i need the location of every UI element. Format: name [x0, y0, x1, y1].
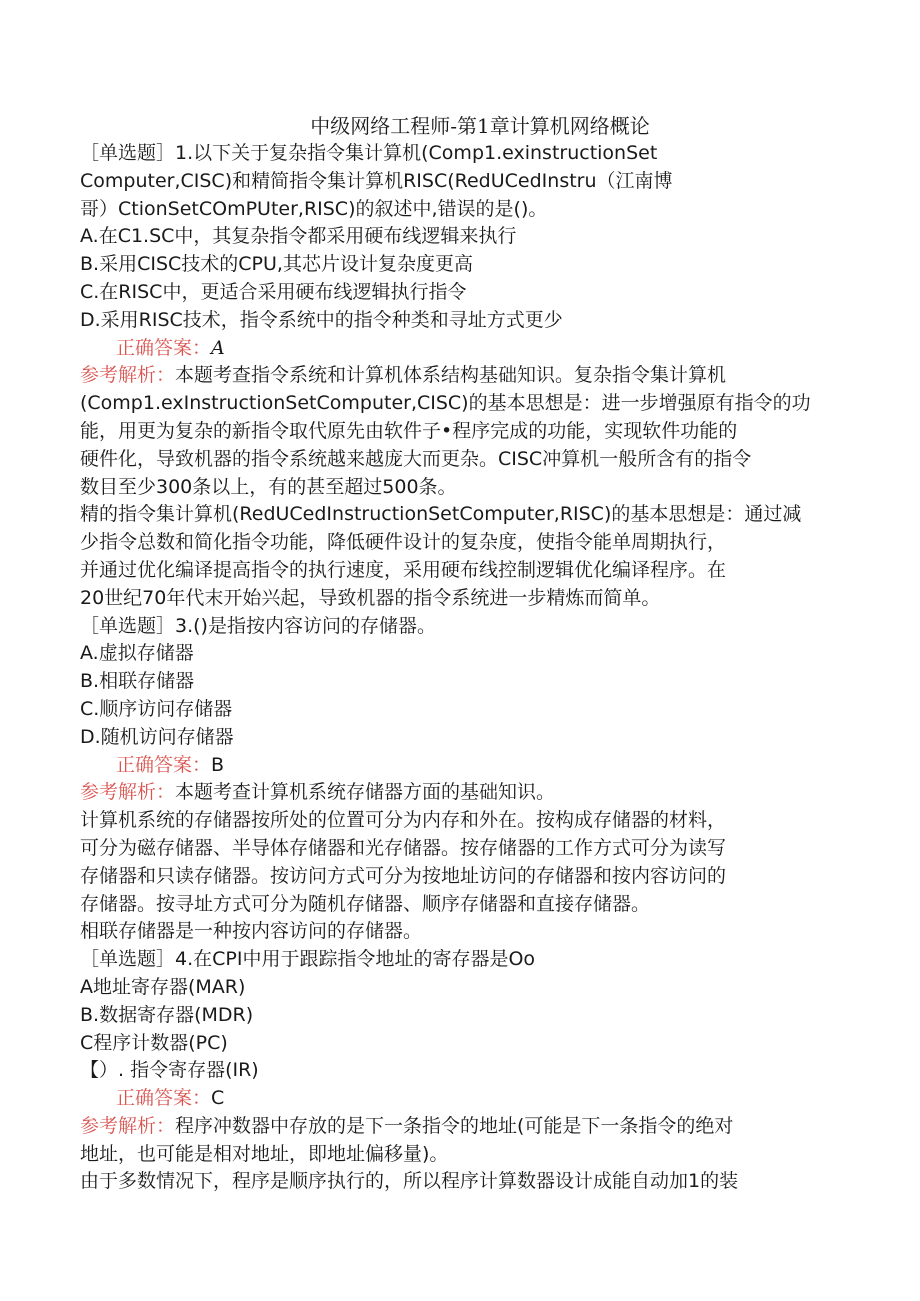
option-d: D.采用RISC技术，指令系统中的指令种类和寻址方式更少: [80, 308, 563, 331]
analysis-line: (Comp1.exInstructionSetComputer,CISC)的基本思想是：进一步增强原有指令的功: [80, 392, 811, 415]
analysis-text: 本题考查指令系统和计算机体系结构基础知识。复杂指令集计算机: [175, 364, 727, 387]
option-c: C.顺序访问存储器: [80, 697, 233, 720]
question-1: [80, 140, 840, 613]
analysis-line: 能，用更为复杂的新指令取代原先由软件子•程序完成的功能，实现软件功能的: [80, 419, 738, 442]
analysis-line: 由于多数情况下，程序是顺序执行的，所以程序计算数器设计成能自动加1的装: [80, 1170, 739, 1193]
analysis-line: 存储器。按寻址方式可分为随机存储器、顺序存储器和直接存储器。: [80, 892, 651, 915]
correct-answer: [80, 335, 840, 363]
question-3: [80, 613, 840, 947]
document-title: 中级网络工程师-第1章计算机网络概论: [310, 114, 650, 138]
option-a: A地址寄存器(MAR): [80, 975, 246, 998]
answer-label: 正确答案：: [116, 1087, 212, 1110]
analysis-line: 相联存储器是一种按内容访问的存储器。: [80, 920, 423, 943]
answer-value: B: [211, 753, 225, 776]
option-b: B.数据寄存器(MDR): [80, 1003, 254, 1026]
document-page: [80, 112, 840, 1196]
question-text-line: ［单选题］4.在CPI中用于跟踪指令地址的寄存器是Oo: [80, 948, 536, 971]
answer-label: 正确答案：: [116, 753, 212, 776]
analysis-line: 20世纪70年代末开始兴起，导致机器的指令系统进一步精炼而简单。: [80, 586, 661, 609]
option-d: D.随机访问存储器: [80, 725, 234, 748]
analysis-line: 地址，也可能是相对地址，即地址偏移量)。: [80, 1142, 449, 1165]
analysis-line: 硬件化，导致机器的指令系统越来越庞大而更杂。CISC冲算机一般所含有的指令: [80, 447, 752, 470]
option-a: A.虚拟存储器: [80, 642, 194, 665]
analysis-line: 精的指令集计算机(RedUCedInstructionSetComputer,RISC)的基本思想是：通过减: [80, 503, 802, 526]
option-b: B.采用CISC技术的CPU,其芯片设计复杂度更高: [80, 253, 473, 276]
correct-answer: [80, 1085, 840, 1113]
option-a: A.在C1.SC中，其复杂指令都采用硬布线逻辑来执行: [80, 225, 517, 248]
analysis-label: 参考解析：: [80, 364, 176, 387]
analysis-first-line: [80, 779, 840, 807]
question-text-line: ［单选题］1.以下关于复杂指令集计算机(Comp1.exinstructionSet: [80, 142, 658, 164]
analysis-first-line: [80, 362, 840, 390]
option-b: B.相联存储器: [80, 670, 195, 693]
analysis-line: 可分为磁存储器、半导体存储器和光存储器。按存储器的工作方式可分为读写: [80, 836, 727, 859]
answer-value: A: [211, 336, 225, 359]
analysis-first-line: [80, 1113, 840, 1141]
analysis-line: 并通过优化编译提高指令的执行速度，采用硬布线控制逻辑优化编译程序。在: [80, 558, 727, 581]
option-c: C程序计数器(PC): [80, 1031, 228, 1054]
answer-value: C: [211, 1087, 225, 1110]
analysis-line: 计算机系统的存储器按所处的位置可分为内存和外在。按构成存储器的材料，: [80, 809, 727, 832]
question-text-line: Computer,CISC)和精简指令集计算机RISC(RedUCedInstru（江南博: [80, 169, 673, 192]
analysis-line: 少指令总数和简化指令功能，降低硬件设计的复杂度，使指令能单周期执行，: [80, 531, 727, 554]
correct-answer: [80, 752, 840, 780]
analysis-label: 参考解析：: [80, 781, 176, 804]
question-4: [80, 946, 840, 1196]
question-text-line: ［单选题］3.()是指按内容访问的存储器。: [80, 614, 436, 637]
analysis-line: 存储器和只读存储器。按访问方式可分为按地址访问的存储器和按内容访问的: [80, 864, 727, 887]
option-d: 【）. 指令寄存器(IR): [80, 1059, 259, 1082]
analysis-line: 数目至少300条以上，有的甚至超过500条。: [80, 475, 457, 498]
analysis-label: 参考解析：: [80, 1114, 176, 1137]
analysis-text: 程序冲数器中存放的是下一条指令的地址(可能是下一条指令的绝对: [175, 1114, 734, 1137]
option-c: C.在RISC中，更适合采用硬布线逻辑执行指令: [80, 280, 467, 303]
question-text-line: 哥）CtionSetCOmPUter,RISC)的叙述中,错误的是()。: [80, 197, 548, 220]
analysis-text: 本题考查计算机系统存储器方面的基础知识。: [175, 781, 556, 804]
answer-label: 正确答案：: [116, 336, 212, 359]
